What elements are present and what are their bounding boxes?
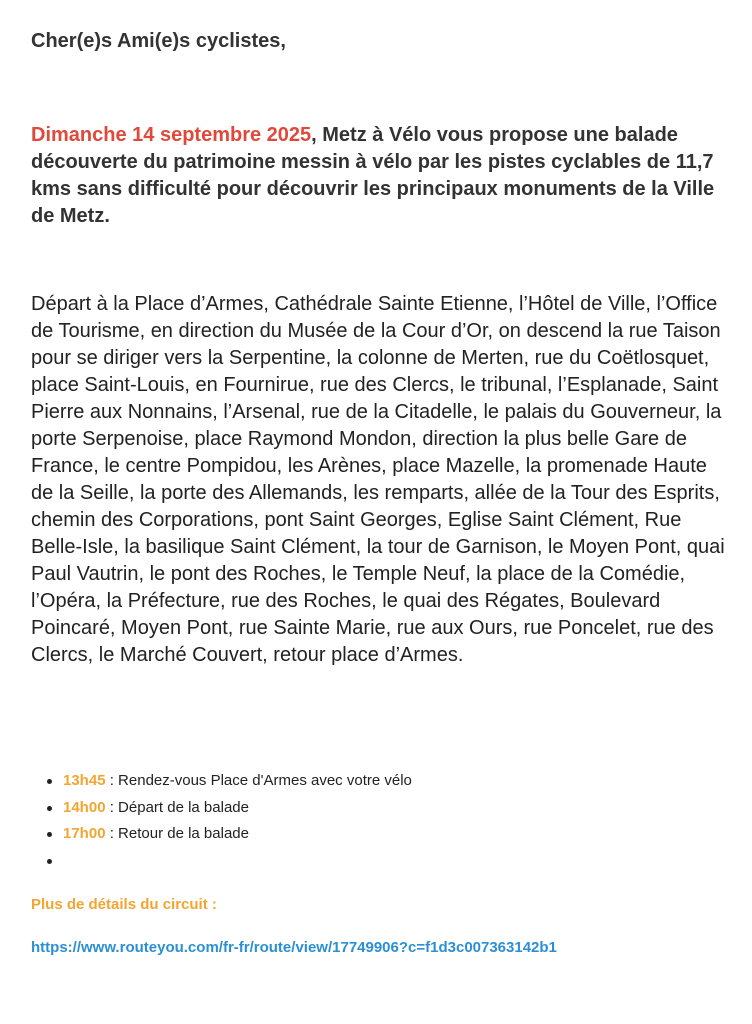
- schedule-item: [63, 768, 412, 795]
- schedule-text: : Départ de la balade: [105, 798, 249, 816]
- schedule-time: 17h00: [63, 825, 106, 842]
- schedule-time: 14h00: [63, 798, 106, 816]
- intro-text: , Metz à Vélo vous propose une balade découverte du patrimoine messin à vélo par les pistes cyclables de 11,7 kms sans difficulté pour découvrir les principaux monuments de la Ville de Metz.: [31, 124, 715, 227]
- schedule-item: [63, 795, 412, 822]
- schedule-time: 13h45: [63, 772, 106, 789]
- greeting: Cher(e)s Ami(e)s cyclistes,: [31, 30, 286, 52]
- schedule-list: [63, 768, 412, 874]
- schedule-item: [63, 821, 412, 848]
- event-date: Dimanche 14 septembre 2025: [31, 124, 312, 146]
- route-description: Départ à la Place d’Armes, Cathédrale Sainte Etienne, l’Hôtel de Ville, l’Office de Tourisme, en direction du Musée de la Cour d’Or, on descend la rue Taison pour se diriger vers la Serpentine, la colonne de Merten, rue du Coëtlosquet, place Saint-Louis, en Fournirue, rue des Clercs, le tribunal, l’Esplanade, Saint Pierre aux Nonnains, l’Arsenal, rue de la Citadelle, le palais du Gouverneur, la porte Serpenoise, place Raymond Mondon, direction la plus belle Gare de France, le centre Pompidou, les Arènes, place Mazelle, la promenade Haute de la Seille, la porte des Allemands, les remparts, allée de la Tour des Esprits, chemin des Corporations, pont Saint Georges, Eglise Saint Clément, Rue Belle-Isle, la basilique Saint Clément, la tour de Garnison, le Moyen Pont, quai Paul Vautrin, le pont des Roches, le Temple Neuf, la place de la Comédie, l’Opéra, la Préfecture, rue des Roches, le quai des Régates, Boulevard Poincaré, Moyen Pont, rue Sainte Marie, rue aux Ours, rue Poncelet, rue des Clercs, le Marché Couvert, retour place d’Armes.: [31, 293, 725, 666]
- details-label: Plus de détails du circuit :: [31, 896, 217, 913]
- schedule-text: : Rendez-vous Place d'Armes avec votre vélo: [105, 772, 412, 789]
- schedule-text: : Retour de la balade: [105, 825, 249, 842]
- intro-paragraph: [31, 122, 721, 230]
- schedule-item-empty: [63, 848, 412, 875]
- route-link[interactable]: https://www.routeyou.com/fr-fr/route/view/17749906?c=f1d3c007363142b1: [31, 939, 557, 956]
